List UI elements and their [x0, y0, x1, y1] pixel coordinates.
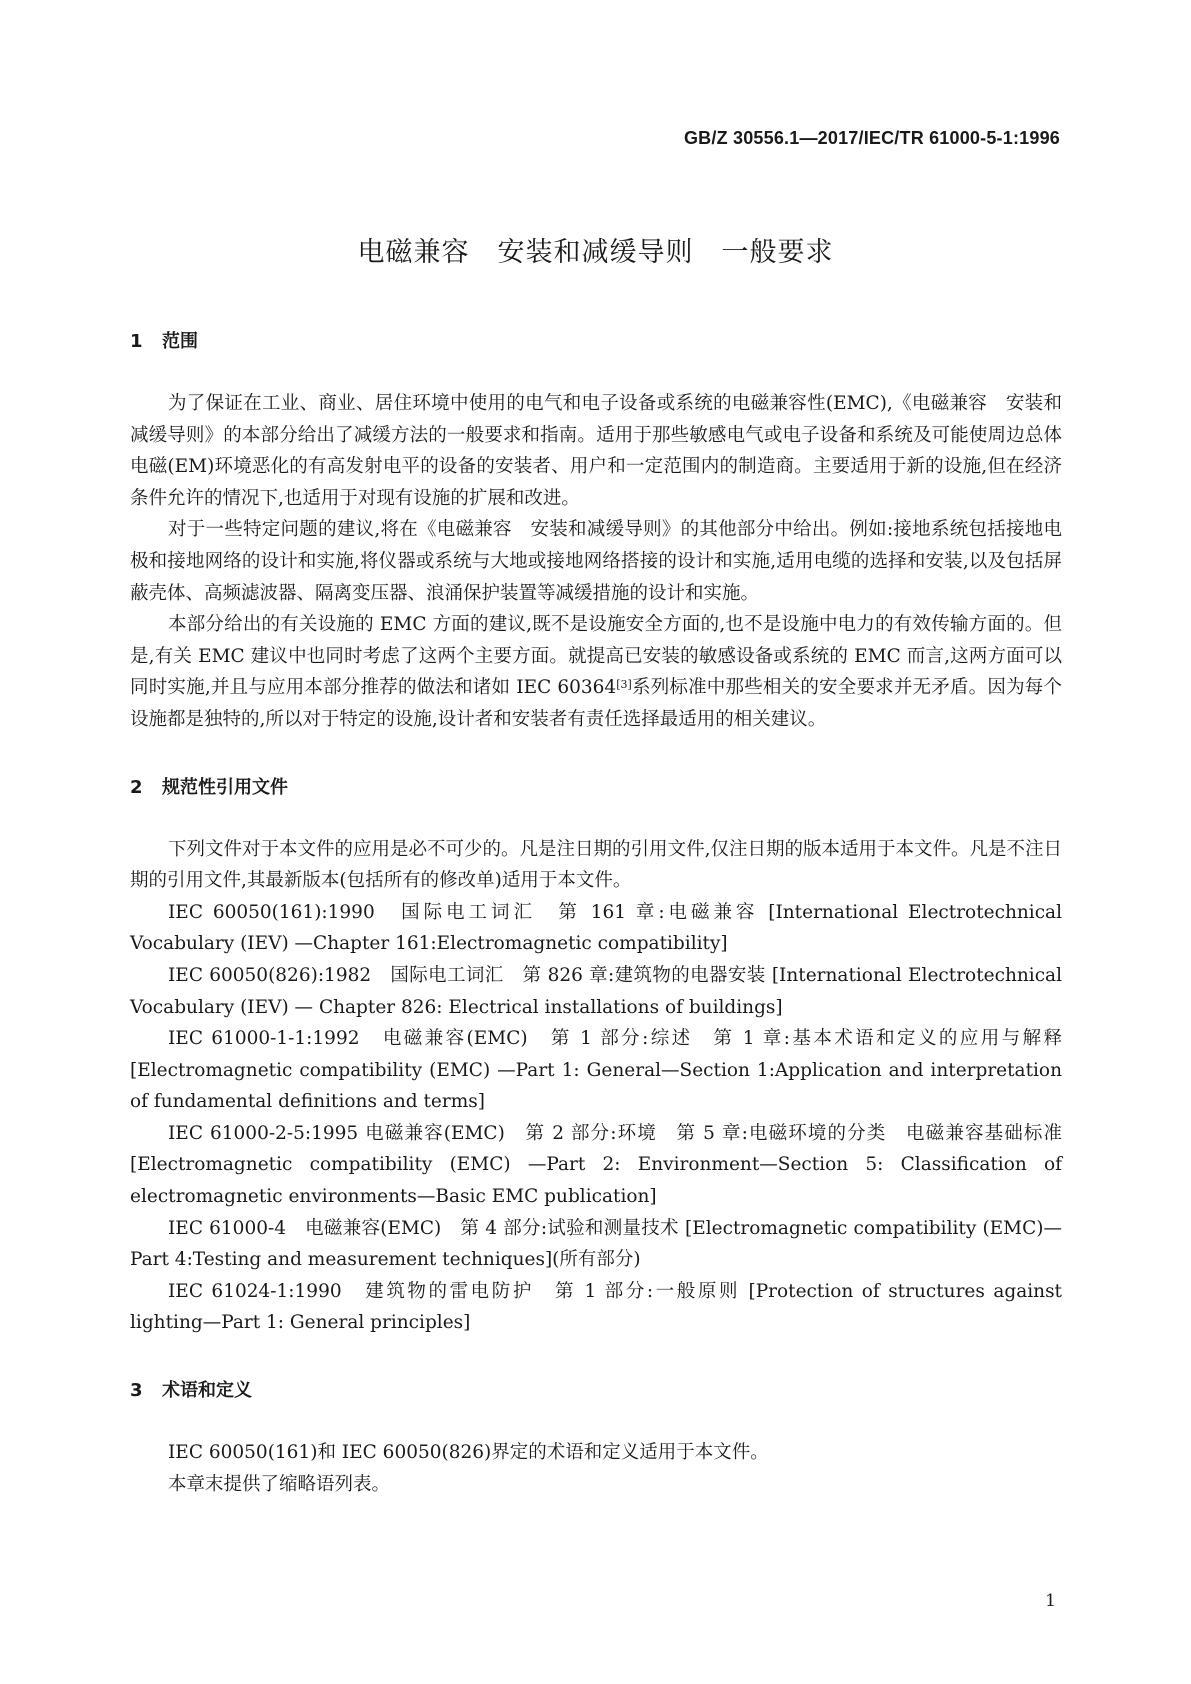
paragraph: 下列文件对于本文件的应用是必不可少的。凡是注日期的引用文件,仅注日期的版本适用于本文件。凡是不注日期的引用文件,其最新版本(包括所有的修改单)适用于本文件。: [130, 838, 1062, 892]
section-normative-references: [130, 776, 1062, 1340]
reference-entry: IEC 60050(161):1990 国际电工词汇 第 161 章:电磁兼容 [International Electrotechnical Vocabulary (IEV) —Chapter 161:Electromagnetic compatibility]: [130, 901, 1062, 955]
section-heading: [130, 330, 1062, 354]
section-heading: [130, 776, 1062, 800]
reference-entry: IEC 60050(826):1982 国际电工词汇 第 826 章:建筑物的电器安装 [International Electrotechnical Vocabulary (IEV) — Chapter 826: Electrical installations of buildings]: [130, 964, 1062, 1018]
paragraph: [130, 609, 1062, 735]
reference-entry: IEC 61000-4 电磁兼容(EMC) 第 4 部分:试验和测量技术 [Electromagnetic compatibility (EMC)—Part 4:Testing and measurement techniques](所有部分): [130, 1217, 1062, 1271]
section-number: 2: [130, 776, 143, 798]
section-scope: [130, 330, 1062, 736]
reference-entry: IEC 61024-1:1990 建筑物的雷电防护 第 1 部分:一般原则 [Protection of structures against lighting—Part 1: General principles]: [130, 1280, 1062, 1334]
section-title: 范围: [162, 331, 198, 352]
paragraph-text: 系列标准中那些相关的安全要求并无矛盾。因为每个设施都是独特的,所以对于特定的设施,设计者和安装者有责任选择最适用的相关建议。: [130, 677, 1062, 730]
paragraph: 对于一些特定问题的建议,将在《电磁兼容 安装和减缓导则》的其他部分中给出。例如:接地系统包括接地电极和接地网络的设计和实施,将仪器或系统与大地或接地网络搭接的设计和实施,适用电缆的选择和安装,以及包括屏蔽壳体、高频滤波器、隔离变压器、浪涌保护装置等减缓措施的设计和实施。: [130, 519, 1062, 604]
section-number: 1: [130, 331, 143, 352]
section-title: 术语和定义: [162, 1380, 252, 1402]
paragraph: 本章末提供了缩略语列表。: [168, 1473, 391, 1495]
reference-entry: IEC 61000-1-1:1992 电磁兼容(EMC) 第 1 部分:综述 第 1 章:基本术语和定义的应用与解释 [Electromagnetic compatibility (EMC) —Part 1: General—Section 1:Application and interpretation of fundamental definitions and terms]: [130, 1028, 1062, 1113]
section-number: 3: [130, 1380, 143, 1402]
document-body: [130, 330, 1062, 1540]
paragraph: 为了保证在工业、商业、居住环境中使用的电气和电子设备或系统的电磁兼容性(EMC),《电磁兼容 安装和减缓导则》的本部分给出了减缓方法的一般要求和指南。适用于那些敏感电气或电子设备和系统及可能使周边总体电磁(EM)环境恶化的有高发射电平的设备的安装者、用户和一定范围内的制造商。主要适用于新的设施,但在经济条件允许的情况下,也适用于对现有设施的扩展和改进。: [130, 393, 1062, 509]
paragraph: IEC 60050(161)和 IEC 60050(826)界定的术语和定义适用于本文件。: [168, 1442, 769, 1464]
reference-entry: IEC 61000-2-5:1995 电磁兼容(EMC) 第 2 部分:环境 第 5 章:电磁环境的分类 电磁兼容基础标准 [Electromagnetic compatibility (EMC) —Part 2: Environment—Section 5: Classification of electromagnetic environments—Basic EMC publication]: [130, 1122, 1062, 1208]
paragraph-text: 本部分给出的有关设施的 EMC 方面的建议,既不是设施安全方面的,也不是设施中电力的有效传输方面的。但是,有关 EMC 建议中也同时考虑了这两个主要方面。就提高已安装的敏感设备或系统的 EMC 而言,这两方面可以同时实施,并且与应用本部分推荐的做法和诸如 IEC 60364: [130, 614, 1062, 699]
document-title: 电磁兼容 安装和减缓导则 一般要求: [357, 237, 834, 268]
standard-code: GB/Z 30556.1—2017/IEC/TR 61000-5-1:1996: [683, 128, 1060, 148]
section-heading: [130, 1379, 1062, 1403]
page-number: 1: [1045, 1591, 1056, 1611]
section-terms-definitions: [130, 1379, 1062, 1500]
reference-citation: [3]: [616, 678, 632, 692]
section-title: 规范性引用文件: [162, 776, 288, 798]
